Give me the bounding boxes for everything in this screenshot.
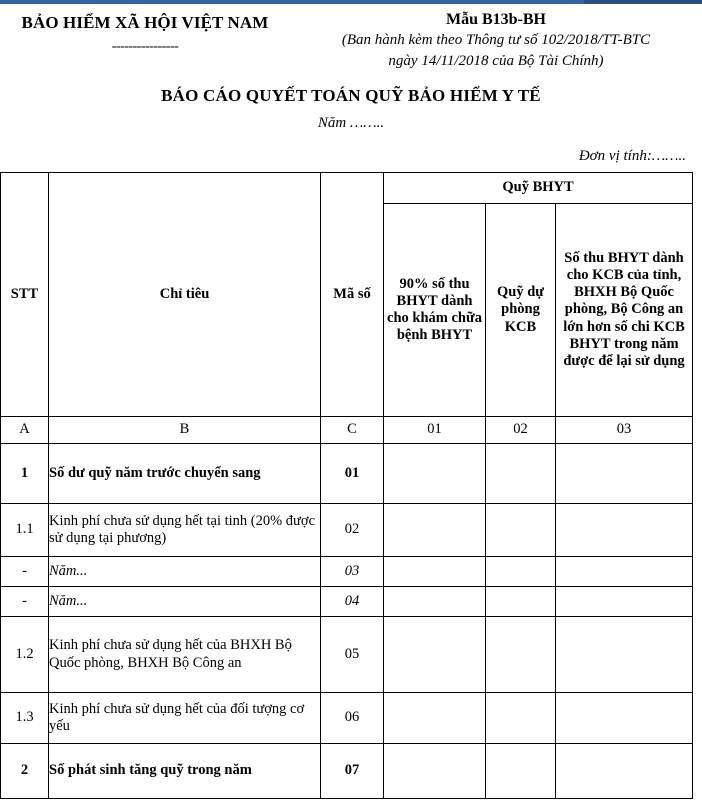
table-row [1,693,693,744]
letter-cell-b: B [49,417,321,444]
row-value-02[interactable] [486,693,556,744]
unit-of-measure: Đơn vị tính:…….. [578,148,686,164]
form-code: Mẫu B13b-BH [445,11,546,28]
row-code: 05 [321,617,384,693]
row-value-02[interactable] [486,587,556,617]
letter-cell-01: 01 [384,417,486,444]
row-value-03[interactable] [556,693,693,744]
decree-reference-line-1: (Ban hành kèm theo Thông tư số 102/2018/TT-BTC [341,32,651,49]
column-header-quy-bhyt: Quỹ BHYT [384,173,693,204]
row-label: Năm... [49,587,321,617]
row-stt: 1.3 [1,693,49,744]
row-label: Kinh phí chưa sử dụng hết của đối tượng cơ yếu [49,693,321,744]
row-stt: 1.1 [1,504,49,557]
row-code: 06 [321,693,384,744]
row-stt: 2 [1,744,49,799]
settlement-report-table [0,172,693,799]
letter-cell-03: 03 [556,417,693,444]
report-year: Năm …….. [317,115,385,131]
row-value-01[interactable] [384,504,486,557]
column-header-stt: STT [1,173,49,417]
table-row [1,617,693,693]
row-value-02[interactable] [486,744,556,799]
row-value-01[interactable] [384,693,486,744]
row-value-03[interactable] [556,587,693,617]
decree-reference-line-2: ngày 14/11/2018 của Bộ Tài Chính) [388,53,604,70]
column-header-so-thu-bhyt-kcb: Số thu BHYT dành cho KCB của tỉnh, BHXH Bộ Quốc phòng, Bộ Công an lớn hơn số chi KCB BHYT trong năm được để lại sử dụng [556,204,693,417]
table-row [1,587,693,617]
letterhead [0,8,702,72]
issuing-organization: BẢO HIỂM XÃ HỘI VIỆT NAM [21,13,269,32]
row-value-01[interactable] [384,587,486,617]
row-value-03[interactable] [556,444,693,504]
row-value-02[interactable] [486,504,556,557]
table-row [1,444,693,504]
row-label: Năm... [49,557,321,587]
row-stt: 1.2 [1,617,49,693]
row-value-02[interactable] [486,557,556,587]
column-header-chi-tieu: Chỉ tiêu [49,173,321,417]
table-row [1,504,693,557]
table-body [1,444,693,799]
column-header-90-percent-bhyt: 90% số thu BHYT dành cho khám chữa bệnh BHYT [384,204,486,417]
row-code: 04 [321,587,384,617]
letter-cell-a: A [1,417,49,444]
column-header-quy-du-phong-kcb: Quỹ dự phòng KCB [486,204,556,417]
row-value-01[interactable] [384,744,486,799]
column-header-ma-so: Mã số [321,173,384,417]
row-code: 01 [321,444,384,504]
row-value-01[interactable] [384,444,486,504]
row-value-01[interactable] [384,557,486,587]
table-row [1,557,693,587]
table-header [1,173,693,444]
letter-cell-c: C [321,417,384,444]
row-stt: 1 [1,444,49,504]
table-column-letter-row [1,417,693,444]
row-value-03[interactable] [556,617,693,693]
row-value-03[interactable] [556,557,693,587]
row-code: 03 [321,557,384,587]
row-label: Kinh phí chưa sử dụng hết của BHXH Bộ Quốc phòng, BHXH Bộ Công an [49,617,321,693]
row-stt: - [1,557,49,587]
letterhead-right [290,8,702,72]
row-label: Số dư quỹ năm trước chuyển sang [49,444,321,504]
row-code: 02 [321,504,384,557]
letter-cell-02: 02 [486,417,556,444]
row-label: Số phát sinh tăng quỹ trong năm [49,744,321,799]
row-value-03[interactable] [556,744,693,799]
row-value-01[interactable] [384,617,486,693]
row-label: Kinh phí chưa sử dụng hết tại tinh (20% được sử dụng tại phương) [49,504,321,557]
letterhead-left [0,8,290,54]
table-row [1,744,693,799]
row-value-02[interactable] [486,444,556,504]
viewer-top-strip-right-segment [584,0,702,4]
row-code: 07 [321,744,384,799]
row-value-03[interactable] [556,504,693,557]
viewer-top-strip [0,0,702,4]
row-value-02[interactable] [486,617,556,693]
page-title: BÁO CÁO QUYẾT TOÁN QUỸ BẢO HIỂM Y TẾ [161,86,541,105]
row-stt: - [1,587,49,617]
table-header-row-1 [1,173,693,204]
letterhead-divider: ---------------- [111,39,179,55]
